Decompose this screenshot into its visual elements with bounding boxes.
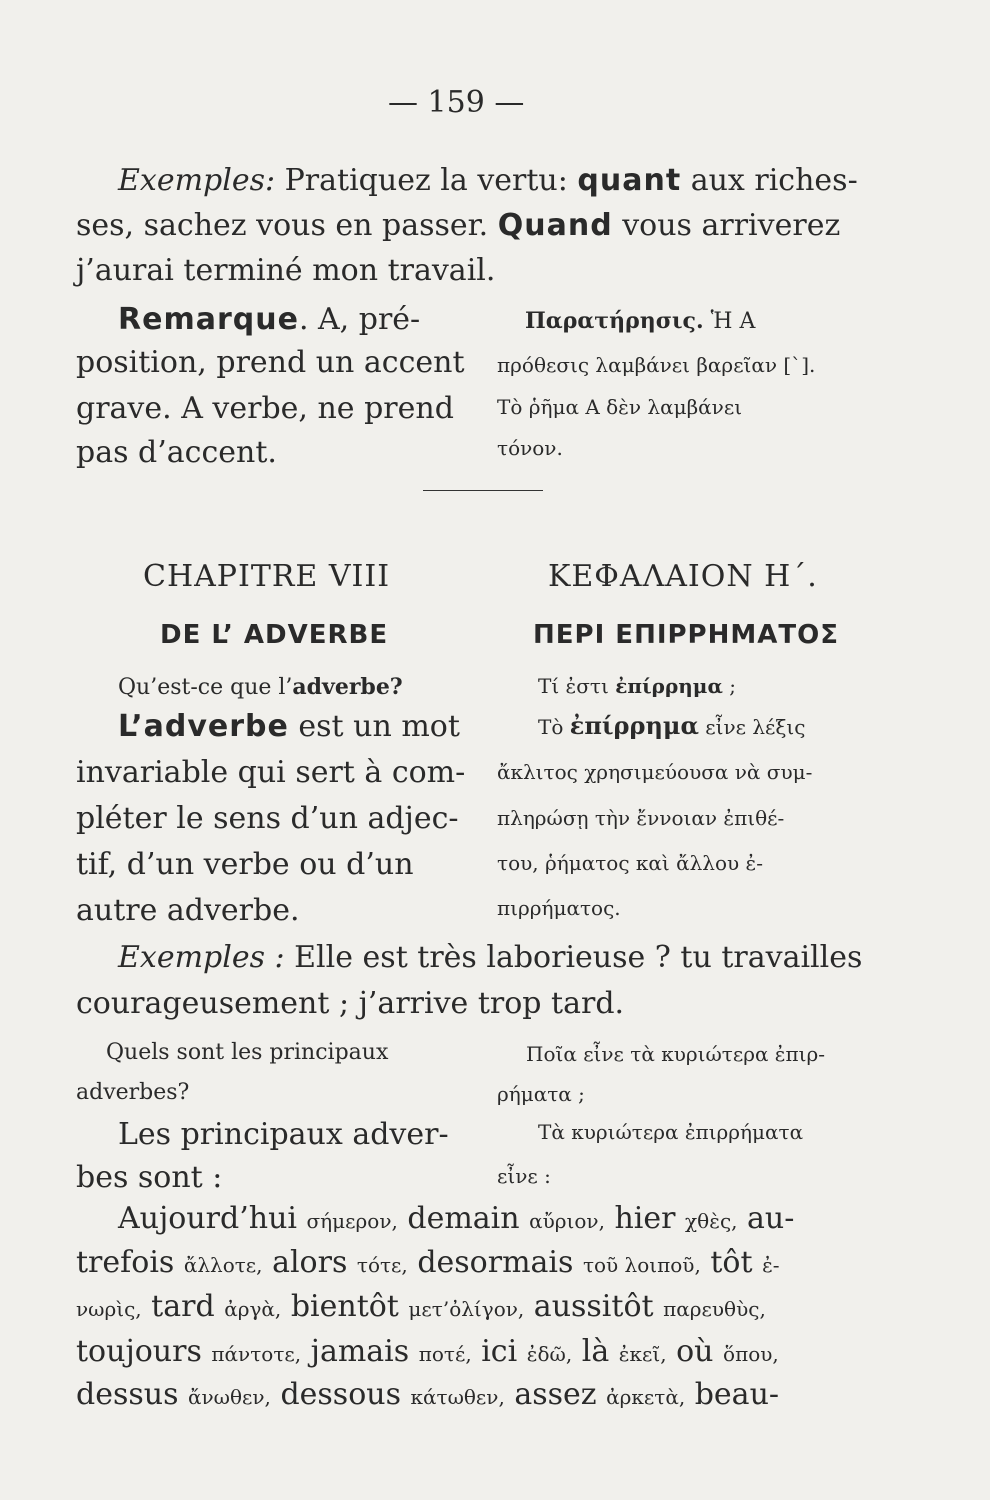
example-line-1: Exemples: Pratiquez la vertu: quant aux riches- <box>118 163 858 198</box>
answer-1-gr-line-2: ἄκλιτος χρησιμεύουσα νὰ συμ- <box>497 760 813 784</box>
chapter-subtitle-fr: DE L’ ADVERBE <box>160 620 389 650</box>
answer-1-fr-line-1: L’adverbe est un mot <box>118 709 460 744</box>
remarque-gr-line-3: Τὸ ῥῆμα A δὲν λαμβάνει <box>497 395 743 419</box>
remarque-fr-line-4: pas d’accent. <box>76 435 277 470</box>
answer-1-gr-line-1: Τὸ ἐπίρρημα εἶνε λέξις <box>538 711 806 740</box>
answer-2-gr-line-2: εἶνε : <box>497 1164 551 1188</box>
answer-2-fr-line-1: Les principaux adver- <box>118 1117 449 1152</box>
answer-1-gr-line-4: του, ῥήματος καὶ ἄλλου ἐ- <box>497 851 763 875</box>
answer-1-gr-line-5: πιρρήματος. <box>497 896 621 920</box>
answer-1-fr-line-2: invariable qui sert à com- <box>76 755 466 790</box>
answer-1-fr-line-3: pléter le sens d’un adjec- <box>76 801 459 836</box>
question-1-fr: Qu’est-ce que l’adverbe? <box>118 674 403 700</box>
remarque-gr-line-2: πρόθεσις λαμβάνει βαρεῖαν [`]. <box>497 353 816 377</box>
adverb-list-line-2: trefois ἄλλοτε, alors τότε, desormais τοῦ λοιποῦ, tôt ἐ- <box>76 1245 780 1280</box>
example-2-line-2: courageusement ; j’arrive trop tard. <box>76 986 625 1021</box>
section-divider <box>423 490 543 491</box>
question-2-gr-line-1: Ποῖα εἶνε τὰ κυριώτερα ἐπιρ- <box>526 1042 826 1066</box>
page-number: — 159 — <box>388 85 525 120</box>
adverb-list-line-3: νωρὶς, tard ἀργὰ, bientôt μετ’ὀλίγον, aussitôt παρευθὺς, <box>76 1289 766 1324</box>
adverb-list-line-4: toujours πάντοτε, jamais ποτέ, ici ἐδῶ, là ἐκεῖ, où ὅπου, <box>76 1334 779 1369</box>
question-1-gr: Τί ἐστι ἐπίρρημα ; <box>538 674 736 698</box>
remarque-fr-line-1: Remarque. A, pré- <box>118 302 421 337</box>
chapter-subtitle-gr: ΠΕΡΙ ΕΠΙΡΡΗΜΑΤΟΣ <box>533 620 839 650</box>
question-2-fr-line-2: adverbes? <box>76 1080 190 1105</box>
example-2-line-1: Exemples : Elle est très laborieuse ? tu travailles <box>118 940 863 975</box>
answer-2-gr-line-1: Τὰ κυριώτερα ἐπιρρήματα <box>538 1120 804 1144</box>
answer-1-fr-line-4: tif, d’un verbe ou d’un <box>76 847 414 882</box>
answer-1-gr-line-3: πληρώσῃ τὴν ἔννοιαν ἐπιθέ- <box>497 806 785 830</box>
chapter-title-gr: ΚΕΦΑΛΑΙΟΝ Η΄. <box>548 559 818 594</box>
example-line-2: ses, sachez vous en passer. Quand vous arriverez <box>76 208 841 243</box>
question-2-gr-line-2: ρήματα ; <box>497 1082 585 1106</box>
remarque-fr-line-3: grave. A verbe, ne prend <box>76 391 454 426</box>
remarque-fr-line-2: position, prend un accent <box>76 345 465 380</box>
answer-1-fr-line-5: autre adverbe. <box>76 893 300 928</box>
adverb-list-line-5: dessus ἄνωθεν, dessous κάτωθεν, assez ἀρκετὰ, beau- <box>76 1377 780 1412</box>
example-line-3: j’aurai terminé mon travail. <box>76 253 496 288</box>
chapter-title-fr: CHAPITRE VIII <box>143 559 391 594</box>
remarque-gr-line-1: Παρατήρησις. Ἡ A <box>525 308 756 334</box>
remarque-gr-line-4: τόνον. <box>497 436 563 460</box>
question-2-fr-line-1: Quels sont les principaux <box>106 1040 389 1065</box>
answer-2-fr-line-2: bes sont : <box>76 1160 223 1195</box>
adverb-list-line-1: Aujourd’hui σήμερον, demain αὔριον, hier χθὲς, au- <box>118 1201 795 1236</box>
